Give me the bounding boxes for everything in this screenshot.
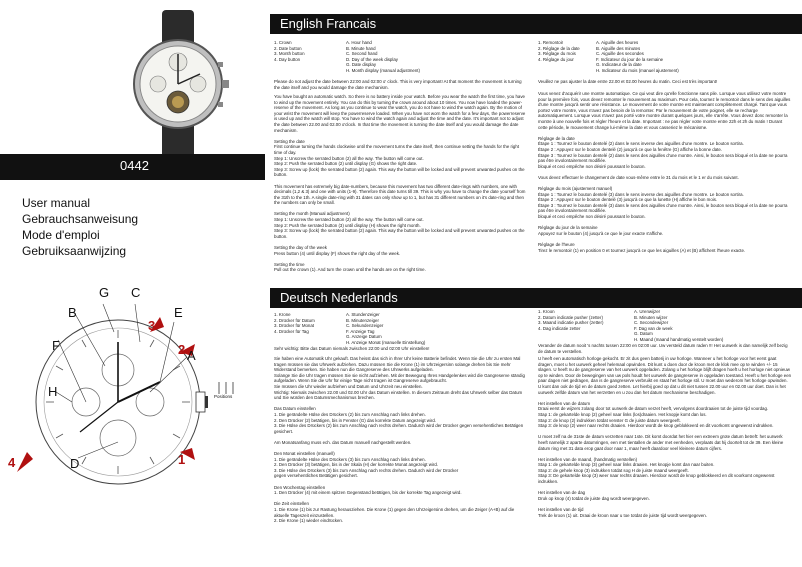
model-number: 0442 (120, 158, 149, 173)
manual-title-de: Gebrauchsanweisung (22, 212, 139, 226)
watch-diagram (0, 282, 265, 567)
nl-body: U heeft een automatisch horloge gekocht. Er zit dus geen batterij in uw horloge. Wanneer u het horloge voor het eerst gaat dragen, moet u het uurwerk geheel helemaal opwinden. Dit kunt u doen door de kroon met de klok mee op te winden +/- 15 slagen. U heeft nu de gangreserve van het uurwerk opgeladen. Zolang u het horloge blijft dragen hoeft u het horloge niet opnieuw op te winden. Door de bewegingen van uw pols houdt het uurwerk de gangreserve in opgeladen toestand. Heeft u het horloge een paar dagen niet gedragen, dan is de gangreserve verbruikt en staat het horloge stil. U moet dan wederom het horloge opwinden. U kunt dan ook de tijd en de datum goed zetten. Let hierbij goed op dat u dit niet tussen 22.00 uur en 02.00 uur doet. Dan is het uurwerk zelfde datum van het verzetten en u zou dan het datum mechanisme beschadigen. Het instellen van de datum Draai eerst de wijzers zolang door tot uurwerk de datum verzet heeft, vervolgens doordraaien tot de juiste tijd voordag. Stap 1: de gekartelde knop (2) geheel naar links (los)draaien. Het knopje komt dan los. Stap 2: de knop (2) indrukken totdat venster G de juiste datum weergeeft. Stap 3: de knop (2) weer naar rechts draaien. Hierdoor wordt de knop geblokkeerd en dit voorkomt ongewenst indrukken. U moet zelf na de 31ste de datum verzetten naar 1ste. Dit komt doordat het hier een extreem grote datum betreft: het uurwerk heeft namelijk 2 aparte datumringen, een met tientallen de ander met eenheden, verplaats dat hij doortelt tot de 39. Een kleine datum ring met 31 data erop gaat door naar 1, maar heeft daardoor veel kleinere datum cijfers. Het instellen van de maand, (handmatig verstellen) Stap 1: de gekartelde knop (3) geheel naar links draaien. Het knopje komt dan naar buiten. Stap 2: de gehele knop (3) indrukken totdat sog H de juiste maand weergeeft. Stap 3: De gekartelde knop (3) weer naar rechts draaien. Hierdoor wordt de knop geblokkeerd en dit voorkomt ongewenst indrukken. Het instellen van de dag Druk op knop (4) totdat de juiste dag wordt weergegeven. Het instellen van de tijd Trek de kroon (1) uit. Draai de kroon naar u toe totdat de juiste tijd wordt weergegeven. (538, 356, 792, 518)
nl-parts-left: 1. Kroon 2. Datum indicatie pusher (zetter) 3. Maand indicatie pusher (zetter) 4. Dag indicatie zetter (538, 309, 604, 331)
fr-warning: Veuillez ne pas ajuster la date entre 22.00 et 02.00 heures du matin. Ceci est très important! (538, 79, 718, 84)
diagram-label-b: B (68, 305, 77, 320)
en-parts-right: A. Hour hand B. Minute hand C. Second hand D. Day of the week display G. Date display H. Month display (manual adjustment) (346, 40, 420, 73)
section-banner-de-nl: Deutsch Nederlands (270, 288, 802, 308)
de-parts-left: 1. Krone 2. Drücker für Datum 3. Drücker für Monat 4. Drücker für Tag (274, 312, 315, 334)
cover-column (0, 0, 265, 567)
positions-label: Positions (214, 394, 233, 399)
en-parts-left: 1. Crown 2. Date button 3. Month button 4. Day button (274, 40, 305, 62)
diagram-label-g: G (99, 285, 110, 300)
diagram-label-a: A (187, 348, 196, 363)
diagram-label-c: C (131, 285, 141, 300)
nl-parts-right: A. Urenwijzer B. Minuten wijzer C. Secondewijzer F. Dag van de week G. Datum H. Maand (maand handmatig verstelt worden) (634, 309, 724, 342)
watch-photo (118, 10, 238, 158)
diagram-label-2: 2 (178, 342, 186, 357)
manual-title-en: User manual (22, 196, 91, 210)
fr-parts-left: 1. Remontoir 2. Réglage de la date 3. Réglage du mois 4. Réglage du jour (538, 40, 580, 62)
diagram-label-1: 1 (178, 452, 186, 467)
diagram-label-d: D (70, 456, 80, 471)
diagram-label-4: 4 (8, 455, 16, 470)
manual-title-nl: Gebruiksaanwijzing (22, 244, 127, 258)
diagram-label-e: E (174, 305, 183, 320)
de-body: Sie haben eine Automatik Uhr gekauft. Das heisst das sich in Ihrer Uhr keine Batterie befindet. Wenn Sie die Uhr zu ersten Mal tragen müssen sie das Uhrwerk aufziehen. Dazu müssen Sie die Krone (1) im Uhrzeigersinn solange drehen bis Sie mehr Widerstand bemerken. Sie haben nun die Gangreserve des Uhrwerks aufgeladen. Solange Sie die Uhr tragen müssen Sie sie nicht aufziehen. Mit der Bewegung Ihres Handgelenkes wird die Gangreserve ständig aufgeladen. Wenn Sie die Uhr für einige Tage nicht tragen ist Gangreserve aufgebraucht. Sie müssen die Uhr wieder aufziehen und Datum und Uhrzeit neu einstellen. Wichtig: Niemals zwischen 22.00 und 02.00 Uhr das Datum einstellen. In diesem Zeitraum dreht das Uhrwerk selber das Datum und Sie würden den Datumsmechanismus brechen. Das Datum einstellen 1. Die gerändelte Hülse des Drückers (2) bis zum Anschlag nach links drehen. 2. Den Drücker (2) betätigen, bis in Fenster (G) das korrekte Datum angezeigt wird. 3. Die Hülse des Drückers (2) bis zum Anschlag nach rechts drehen. Dadurch wird der Drücker gegen versehentliches Betätigen gesichert. Am Monatsanfang muss ech. das Datum manuell nachgestellt werden. Den Monat einstellen (manuell) 1. Die gerändelte Hülse des Drückers (3) bis zum Anschlag nach links drehen. 2. Den Drücker (3) betätigen, bis in der Skala (H) der korrekte Monat angezeigt wird. 3. Die Hülse des Drückers (3) bis zum Anschlag nach rechts drehen. Dadurch wird der Drücker gegen versehentliches Betätigen gesichert. Den Wochentag einstellen 1. Den Drücker (4) mit einem spitzen Gegenstand betätigen, bis der korrekte Tag angezeigt wird. Die Zeit einstellen 1. Die Krone (1) bis zur Rastung herausziehen. Die Krone (1) gegen den Uhrzeigersinn drehen, um die Zeiger (A+B) auf die aktuelle Tageszeit einzustellen. 2. Die Krone (1) wieder eindrücken. (274, 356, 525, 524)
diagram-label-f: F (52, 338, 60, 353)
fr-body: Vous venez d'acquérir une montre automatique. Ce qui veut dire qu'elle fonctionne sans pile. Lorsque vous utilisez votre montre pour la première fois, vous devez remonter le mouvement au maximum. Pour cela, tournez le remontoir dans le sens des aiguilles d'une montre jusqu'à sentir une résistance. Le mouvement de votre montre est maintenant complètement chargé. Tant que vous portez votre montre, vous n'avez pas besoin de la remonter. Par le mouvement de votre poignet, elle se recharge automatiquement. Lorsque vous n'avez pas porté votre montre durant quelques jours, elle s'arrête. Vous devez donc remonter la montre à une nouvelle fois et régler l'heure et la date. Important : ne pas régler votre montre entre 22h et 2h du matin ! Durant cette période, le mouvement change lui-même la date et vous casseriez le mécanisme. Réglage de la date Étape 1 : Tournez le bouton dentelé (2) dans le sens inverse des aiguilles d'une montre. Le bouton sortira. Étape 2 : Appuyez sur le bouton dentelé (2) jusqu'à ce que la fenêtre (G) affiche la bonne date. Étape 3 : Tournez le bouton dentelé (2) dans le sens des aiguilles d'une montre. Ainsi, le bouton sera bloqué et la date ne pourra pas être involontairement modifiée. bloqué et ceci empêche non désiré poussant le bouton. Vous devez effectuer le changement de date vous-même entre le 31 du mois et le 1 er du mois suivant. Réglage du mois (ajustement manuel) Étape 1 : Tournez le bouton dentelé (3) dans le sens inverse des aiguilles d'une montre. Le bouton sortira. Étape 2 : Appuyez sur le bouton dentelé (3) jusqu'à ce que la lunette (H) affiche le bon mois. Étape 3 : Tournez le bouton dentelé (3) dans le sens des aiguilles d'une montre. Ainsi, le bouton sera bloqué et la date ne pourra pas être involontairement modifiée. bloqué et ceci empêche non désiré poussant le bouton. Réglage du jour de la semaine Appuyez sur le bouton (4) jusqu'à ce que le jour exacte s'affiche. Réglage de l'heure Tirez le remontoir (1) en position 0 et tournez jusqu'à ce que les aiguilles (A) et (B) affichent l'heure exacte. (538, 91, 791, 253)
de-warning: Sehr wichtig: Bitte das Datum niemals zwischen 22:00 und 02:00 Uhr einstellen! (274, 346, 430, 351)
de-parts-right: A. Stundenzeiger B. Minutenzeiger C. Sekundenzeiger F. Anzeige Tag G. Anzeige Datum H. Anzeige Monat (manuelle Einstellung) (346, 312, 426, 345)
fr-parts-right: A. Aiguille des heures B. Aiguille des minutes C. Aiguille des secondes F. Indicateur du jour de la semaine G. Indicateur de la date H. Indicateur du mois (manuel ajustement) (596, 40, 679, 73)
section-banner-en-fr: English Francais (270, 14, 802, 34)
en-body: You have bought an automatic watch. So there is no battery inside your watch. Before you wear the watch the first time, you have to wind up the movement entirely. You can do this by turning the crown around about 10 times. You now have loaded the power-reserve of the movement. As long as you continue to wear the watch, you do not have to wind the watch again. By the motion of your wrist the movement will keep the powerreserve loaded. When you have not worn the watch for a few days, the powerreserve is used up and the watch will stop. You have to wind the watch again and adjust the time and the date. It's important not to adjust the date between 22.00 and 02.00 o'clock. In that time the movement is turning the date itself and you would damage the date mechanism. Setting the date First continue turning the hands clockwise until the movement turns the date itself, then continue setting the hands for the right time of day. Step 1: Unscrew the serrated button (2) all the way. The button will come out. Step 2: Push the serrated button (2) until display (G) shows the right date. Step 3: Screw up (lock) the serrated button (2) again. This way the button will be locked and will prevent unwanted pushes on the button. This movement has extremely big date-numbers, because this movement has two different date-rings with numbers, one with decimals (1,2 & 3) and one with units (1-9). Therefore this date turns till 39. This is why you have to change the date yourself from the 31th to the 1th. A single date-ring with 31 dates can only show up to 1, but has 31 different numbers on it's date-ring and then the numbers can only be small. Setting the month (Manual adjustment) Step 1: Unscrew the serrated button (2) all the way. The button will come out. Step 2: Push the serrated button (3) until display (H) shows the right month. Step 3: Screw up (lock) the serrated button (2) again. This way the button will be locked and will prevent unwanted pushes on the button. Setting the day of the week Press button (4) until display (F) shows the right day of the week. Setting the time Pull out the crown (1). And turn the crown until the hands are on the right time. (274, 94, 526, 273)
manual-title-fr: Mode d'emploi (22, 228, 100, 242)
nl-warning: Verander de datum nooit 's nachts tussen 22:00 en 02:00 uur. Uw versteld datum raden !!! Het uurwerk is dan namelijk zelf bezig de datum te verstellen. (538, 343, 789, 354)
diagram-label-3: 3 (148, 318, 156, 333)
diagram-label-h: H (48, 384, 58, 399)
en-warning: Please do not adjust the date between 22:00 and 02:00 o' clock. This is very important! At that moment the movement is turning the date itself and you would damage the date mechanism. (274, 79, 523, 90)
